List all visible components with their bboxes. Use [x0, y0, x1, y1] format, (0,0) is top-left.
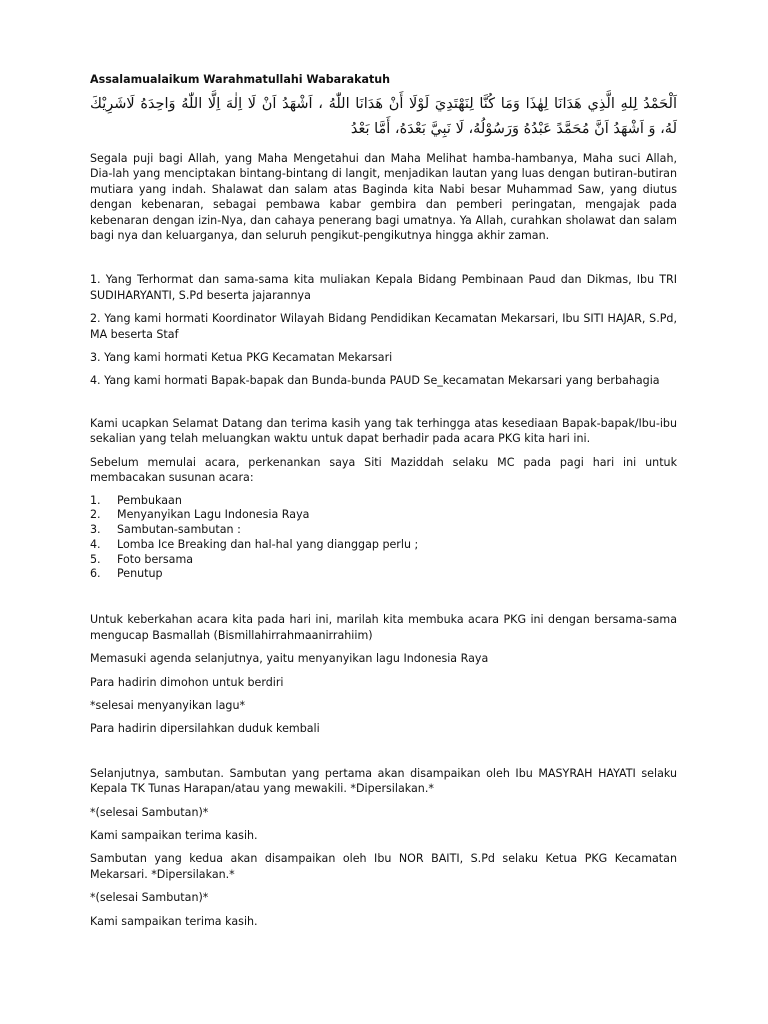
agenda-text: Sambutan-sambutan :: [117, 523, 241, 537]
agenda-number: 3.: [90, 523, 101, 537]
agenda-text: Penutup: [117, 567, 163, 581]
stage-direction: *(selesai Sambutan)*: [90, 805, 209, 819]
greeting-item: 2. Yang kami hormati Koordinator Wilayah Bidang Pendidikan Kecamatan Mekarsari, Ibu SITI HAJAR, S.Pd, MA beserta Staf: [90, 312, 677, 341]
agenda-item: [90, 494, 677, 509]
sambutan-paragraph: Kami sampaikan terima kasih.: [90, 828, 258, 842]
agenda-text: Foto bersama: [117, 552, 194, 566]
agenda-item: [90, 538, 677, 553]
stage-direction: *(selesai Sambutan)*: [90, 891, 209, 905]
arabic-opening: اَلْحَمْدُ لِلهِ الَّذِي هَدَانَا لِهٰذَا وَمَا كُنَّا لِنَهْتَدِيَ لَوْلَا أَنْ هَدَانَا اللّٰهُ ، اَشْهَدُ اَنْ لَا اِلٰهَ اِلَّا اللّٰهُ وَاحِدَهُ لَاشَرِيْكَ لَهُ، وَ اَشْهَدُ اَنَّ مُحَمَّدً عَبْدُهُ وَرَسُوْلُهُ، لَا نَبِيَّ بَعْدَهُ، أَمَّا بَعْدُ: [90, 96, 677, 137]
agenda-item: [90, 567, 677, 582]
agenda-number: 1.: [90, 493, 101, 507]
welcome-section: [90, 416, 677, 582]
agenda-text: Lomba Ice Breaking dan hal-hal yang dianggap perlu ;: [117, 537, 419, 551]
intro-paragraph: Segala puji bagi Allah, yang Maha Mengetahui dan Maha Melihat hamba-hambanya, Maha suci Allah, Dia-lah yang menciptakan bintang-bintang di langit, menjadikan lautan yang luas dengan butiran-butiran mutiara yang indah. Shalawat dan salam atas Baginda kita Nabi besar Muhammad Saw, yang diutus dengan kebenaran, sebagai pembawa kabar gembira dan pemberi peringatan, mengajak pada kebenaran dengan izin-Nya, dan cahaya penerang bagi umatnya. Ya Allah, curahkan sholawat dan salam bagi nya dan keluarganya, dan seluruh pengikut-pengikutnya hingga akhir zaman.: [90, 152, 677, 243]
agenda-intro: Sebelum memulai acara, perkenankan saya Siti Maziddah selaku MC pada pagi hari ini untuk membacakan susunan acara:: [90, 455, 677, 485]
greeting-item: 1. Yang Terhormat dan sama-sama kita muliakan Kepala Bidang Pembinaan Paud dan Dikmas, Ibu TRI SUDIHARYANTI, S.Pd beserta jajarannya: [90, 273, 677, 302]
agenda-text: Pembukaan: [117, 493, 182, 507]
document-body: [90, 72, 677, 929]
agenda-text: Menyanyikan Lagu Indonesia Raya: [117, 508, 310, 522]
opening-section: [90, 612, 677, 736]
sambutan-section: [90, 766, 677, 929]
agenda-number: 4.: [90, 537, 101, 551]
welcome-paragraph: Kami ucapkan Selamat Datang dan terima kasih yang tak terhingga atas kesediaan Bapak-bapak/Ibu-ibu sekalian yang telah meluangkan waktu untuk dapat berhadir pada acara PKG kita hari ini.: [90, 416, 677, 446]
greeting-item: 4. Yang kami hormati Bapak-bapak dan Bunda-bunda PAUD Se_kecamatan Mekarsari yang berbahagia: [90, 374, 660, 388]
opening-paragraph: Memasuki agenda selanjutnya, yaitu menyanyikan lagu Indonesia Raya: [90, 652, 489, 666]
agenda-number: 2.: [90, 508, 101, 522]
agenda-item: [90, 508, 677, 523]
stage-direction: *selesai menyanyikan lagu*: [90, 698, 246, 712]
sambutan-paragraph: Kami sampaikan terima kasih.: [90, 914, 258, 928]
opening-paragraph: Untuk keberkahan acara kita pada hari ini, marilah kita membuka acara PKG ini dengan bersama-sama mengucap Basmallah (Bismillahirrahmaanirrahiim): [90, 613, 677, 642]
opening-paragraph: Para hadirin dimohon untuk berdiri: [90, 675, 284, 689]
greetings-section: [90, 272, 677, 388]
sambutan-paragraph: Selanjutnya, sambutan. Sambutan yang pertama akan disampaikan oleh Ibu MASYRAH HAYATI selaku Kepala TK Tunas Harapan/atau yang mewakili. *Dipersilakan.*: [90, 766, 677, 796]
greeting-title: Assalamualaikum Warahmatullahi Wabarakatuh: [90, 73, 391, 86]
agenda-number: 5.: [90, 552, 101, 566]
sambutan-paragraph: Sambutan yang kedua akan disampaikan oleh Ibu NOR BAITI, S.Pd selaku Ketua PKG Kecamatan Mekarsari. *Dipersilakan.*: [90, 852, 677, 881]
agenda-item: [90, 523, 677, 538]
opening-paragraph: Para hadirin dipersilahkan duduk kembali: [90, 722, 320, 736]
agenda-item: [90, 553, 677, 568]
agenda-list: [90, 494, 677, 583]
greeting-item: 3. Yang kami hormati Ketua PKG Kecamatan Mekarsari: [90, 351, 393, 365]
agenda-number: 6.: [90, 567, 101, 581]
